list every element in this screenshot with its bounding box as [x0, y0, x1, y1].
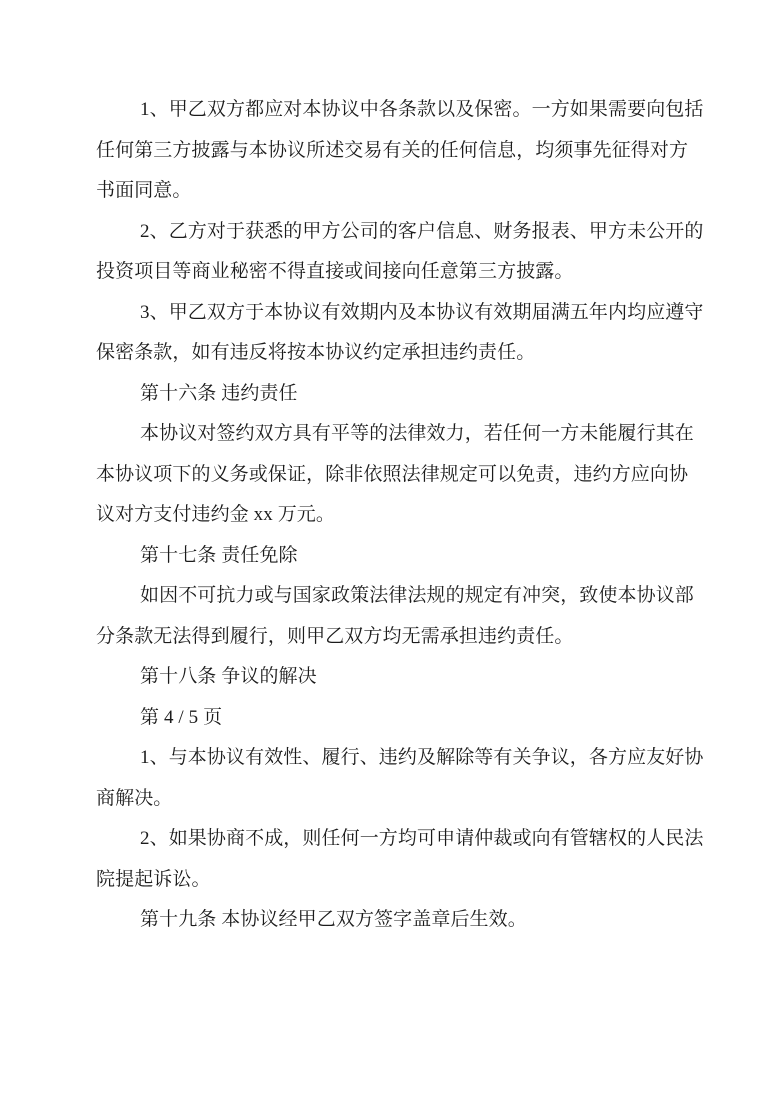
- document-line: 院提起诉讼。: [96, 868, 211, 890]
- document-line: 书面同意。: [96, 180, 192, 201]
- section-heading: 第十六条 违约责任: [140, 382, 298, 404]
- document-line: 议对方支付违约金 xx 万元。: [96, 504, 336, 525]
- document-line: 保密条款，如有违反将按本协议约定承担违约责任。: [96, 342, 536, 363]
- document-line: 本协议项下的义务或保证，除非依照法律规定可以免责，违约方应向协: [96, 463, 689, 485]
- document-line: 1、与本协议有效性、履行、违约及解除等有关争议，各方应友好协: [140, 747, 704, 768]
- document-line: 如因不可抗力或与国家政策法律法规的规定有冲突，致使本协议部: [140, 585, 694, 606]
- document-line: 分条款无法得到履行，则甲乙双方均无需承担违约责任。: [96, 625, 574, 647]
- document-line: 2、如果协商不成，则任何一方均可申请仲裁或向有管辖权的人民法: [140, 828, 704, 849]
- document-text-block: [96, 90, 736, 941]
- section-heading: 第十九条 本协议经甲乙双方签字盖章后生效。: [140, 909, 527, 930]
- document-line: 投资项目等商业秘密不得直接或间接向任意第三方披露。: [96, 261, 574, 282]
- document-line: 1、甲乙双方都应对本协议中各条款以及保密。一方如果需要向包括: [140, 99, 704, 120]
- document-line: 商解决。: [96, 787, 173, 809]
- document-line: 3、甲乙双方于本协议有效期内及本协议有效期届满五年内均应遵守: [140, 301, 704, 323]
- document-line: 2、乙方对于获悉的甲方公司的客户信息、财务报表、甲方未公开的: [140, 220, 704, 242]
- page-number-indicator: 第 4 / 5 页: [140, 706, 223, 728]
- document-line: 本协议对签约双方具有平等的法律效力，若任何一方未能履行其在: [140, 423, 694, 444]
- document-line: 任何第三方披露与本协议所述交易有关的任何信息，均须事先征得对方: [96, 139, 689, 161]
- section-heading: 第十八条 争议的解决: [140, 666, 317, 687]
- section-heading: 第十七条 责任免除: [140, 544, 298, 566]
